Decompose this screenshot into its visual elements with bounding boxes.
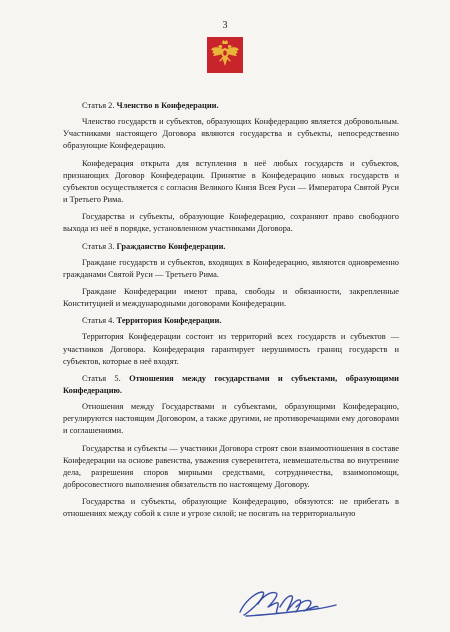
article-3-heading: Статья 3. Гражданство Конфедерации. [82, 241, 226, 251]
page-number: 3 [222, 20, 228, 31]
article-5-paragraph: Отношения между Государствами и субъектами, образующими Конфедерацию, регулируются настоящим Договором, а также другими, не противоречащими ему договорами и соглашениями. [63, 402, 399, 436]
handwritten-signature-icon [232, 585, 342, 621]
article-5-heading: Статья 5. Отношения между государствами и субъектами, образующими Конфедерацию. [63, 373, 400, 395]
article-5-paragraph: Государства и субъекты — участники Договора строят свои взаимоотношения в составе Конфедерации на основе равенства, уважения суверенитета, невмешательства во внутренние дела, разрешения споров мирными средствами, сотрудничества, взаимопомощи, добросовестного выполнения обязательств по настоящему Договору. [63, 443, 399, 489]
article-2-heading: Статья 2. Членство в Конфедерации. [82, 101, 219, 110]
article-2-paragraph: Государства и субъекты, образующие Конфедерацию, сохраняют право свободного выхода из неё в порядке, установленном участниками Договора. [63, 212, 399, 234]
article-4-paragraph: Территория Конфедерации состоит из территорий всех государств и субъектов — участников Договора. Конфедерация гарантирует нерушимость границ государств и субъектов, которые в неё входят. [63, 332, 399, 366]
article-3-paragraph: Граждане государств и субъектов, входящих в Конфедерацию, являются одновременно гражданами Святой Руси — Третьего Рима. [63, 257, 399, 279]
article-2-paragraph: Членство государств и субъектов, образующих Конфедерацию является добровольным. Участниками настоящего Договора являются государства и субъекты, непосредственно образующие Конфедерацию. [63, 117, 399, 151]
double-headed-eagle-icon [207, 37, 243, 73]
document-body [63, 100, 399, 526]
article-3-paragraph: Граждане Конфедерации имеют права, свободы и обязанности, закрепленные Конституцией и международными договорами Конфедерации. [63, 286, 399, 309]
article-5-paragraph: Государства и субъекты, образующие Конфедерацию, обязуются: не прибегать в отношениях между собой к силе и угрозе силой; не посягать на территориальную [63, 497, 399, 519]
article-2-paragraph: Конфедерация открыта для вступления в неё любых государств и субъектов, признающих Договор Конфедерации. Принятие в Конфедерацию новых государств и субъектов осуществляется с согласия Великого Князя Всея Руси — Императора Святой Руси и Третьего Рима. [63, 158, 399, 204]
article-4-heading: Статья 4. Территория Конфедерации. [82, 316, 222, 326]
